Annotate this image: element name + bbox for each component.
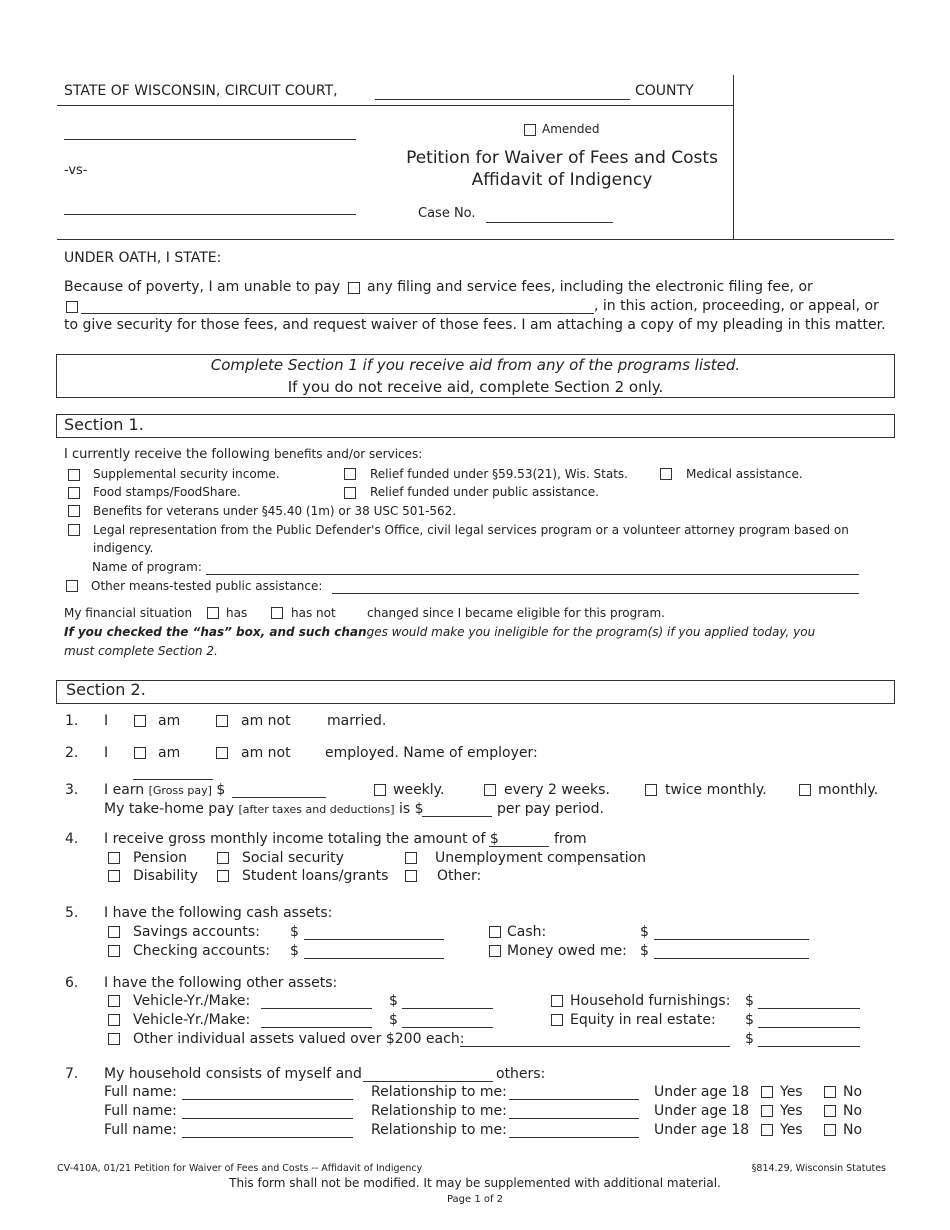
section1-intro-b: benefits and/or services:	[274, 447, 423, 461]
q5-number: 5.	[65, 905, 79, 921]
veterans-checkbox[interactable]	[68, 505, 80, 517]
has-not-checkbox[interactable]	[271, 607, 283, 619]
weekly-checkbox[interactable]	[374, 784, 386, 796]
q3-dollar: $	[216, 782, 226, 798]
cash-label: Cash:	[507, 924, 547, 940]
weekly-label: weekly.	[393, 782, 445, 798]
equity-label: Equity in real estate:	[570, 1012, 716, 1028]
financial-situation-tail: changed since I became eligible for this program.	[367, 606, 665, 620]
member2-no-checkbox[interactable]	[824, 1105, 836, 1117]
disability-label: Disability	[133, 868, 198, 884]
member3-relationship-label: Relationship to me:	[371, 1122, 507, 1138]
case-no-field[interactable]	[486, 222, 613, 223]
equity-field[interactable]	[758, 1027, 860, 1028]
gross-pay-field[interactable]	[232, 797, 326, 798]
savings-dollar: $	[290, 924, 299, 940]
savings-checkbox[interactable]	[108, 926, 120, 938]
every-2-weeks-label: every 2 weeks.	[504, 782, 610, 798]
per-pay-period-label: per pay period.	[497, 801, 604, 817]
disability-checkbox[interactable]	[108, 870, 120, 882]
q2-am-label: am	[158, 745, 181, 761]
vs-label: -vs-	[64, 163, 88, 178]
footer-page: Page 1 of 2	[446, 1194, 504, 1205]
county-field[interactable]	[375, 99, 630, 100]
member1-yes-checkbox[interactable]	[761, 1086, 773, 1098]
take-home-is: is $	[399, 801, 424, 817]
vehicle1-checkbox[interactable]	[108, 995, 120, 1007]
section1-note-line2: must complete Section 2.	[64, 644, 218, 658]
member2-under18-label: Under age 18	[654, 1103, 750, 1119]
cash-checkbox[interactable]	[489, 926, 501, 938]
q2-am-not-checkbox[interactable]	[216, 747, 228, 759]
vehicle2-dollar: $	[389, 1012, 398, 1028]
household-checkbox[interactable]	[551, 995, 563, 1007]
case-no-label: Case No.	[418, 206, 476, 221]
member2-yes-label: Yes	[780, 1103, 803, 1119]
student-loans-label: Student loans/grants	[242, 868, 389, 884]
vehicle2-make-field[interactable]	[261, 1027, 372, 1028]
member3-under18-label: Under age 18	[654, 1122, 750, 1138]
unemployment-label: Unemployment compensation	[435, 850, 647, 866]
member1-yes-label: Yes	[780, 1084, 803, 1100]
q3-gross-label: [Gross pay]	[148, 784, 212, 797]
member1-fullname-label: Full name:	[104, 1084, 177, 1100]
court-label: STATE OF WISCONSIN, CIRCUIT COURT,	[64, 83, 338, 99]
member2-name-field[interactable]	[182, 1118, 353, 1119]
household-field[interactable]	[758, 1008, 860, 1009]
after-taxes-label: [after taxes and deductions]	[238, 803, 395, 816]
relief-public-checkbox[interactable]	[344, 487, 356, 499]
member3-name-field[interactable]	[182, 1137, 353, 1138]
q2-i: I	[104, 745, 109, 761]
veterans-label: Benefits for veterans under §45.40 (1m) or 38 USC 501-562.	[93, 504, 457, 518]
petitioner-field[interactable]	[64, 139, 356, 140]
member2-relationship-field[interactable]	[509, 1118, 639, 1119]
equity-dollar: $	[745, 1012, 754, 1028]
checking-label: Checking accounts:	[133, 943, 270, 959]
q4-from: from	[554, 831, 587, 847]
footer-notice: This form shall not be modified. It may be supplemented with additional material.	[229, 1176, 721, 1190]
cash-field[interactable]	[654, 939, 809, 940]
section1-header-box	[56, 414, 895, 438]
oath-line1a: Because of poverty, I am unable to pay	[64, 279, 341, 295]
member3-relationship-field[interactable]	[509, 1137, 639, 1138]
member3-no-checkbox[interactable]	[824, 1124, 836, 1136]
q6-text: I have the following other assets:	[104, 975, 338, 991]
gross-pay-prefix-field[interactable]	[133, 779, 213, 780]
q5-text: I have the following cash assets:	[104, 905, 333, 921]
q1-am-not-label: am not	[241, 713, 291, 729]
savings-label: Savings accounts:	[133, 924, 260, 940]
other-means-field[interactable]	[332, 593, 859, 594]
q1-am-label: am	[158, 713, 181, 729]
has-not-label: has not	[291, 606, 336, 620]
q2-am-checkbox[interactable]	[134, 747, 146, 759]
ssi-checkbox[interactable]	[68, 469, 80, 481]
footer-form-id: CV-410A, 01/21 Petition for Waiver of Fees and Costs -- Affidavit of Indigency	[57, 1163, 423, 1174]
form-subtitle: Affidavit of Indigency	[471, 170, 653, 190]
section1-title: Section 1.	[64, 415, 144, 434]
member3-yes-label: Yes	[780, 1122, 803, 1138]
oath-heading: UNDER OATH, I STATE:	[64, 250, 222, 266]
take-home-label: My take-home pay	[104, 801, 235, 817]
member1-relationship-label: Relationship to me:	[371, 1084, 507, 1100]
other-means-checkbox[interactable]	[66, 580, 78, 592]
take-home-field[interactable]	[422, 816, 492, 817]
equity-checkbox[interactable]	[551, 1014, 563, 1026]
twice-monthly-label: twice monthly.	[665, 782, 767, 798]
household-dollar: $	[745, 993, 754, 1009]
other-assets-desc-field[interactable]	[460, 1046, 730, 1047]
instructions-line2: If you do not receive aid, complete Section 2 only.	[287, 378, 664, 396]
money-owed-dollar: $	[640, 943, 649, 959]
county-label: COUNTY	[635, 83, 694, 99]
section1-note-line1	[64, 625, 815, 639]
section1-note-rest: ges would make you ineligible for the program(s) if you applied today, you	[366, 625, 816, 639]
every-2-weeks-checkbox[interactable]	[484, 784, 496, 796]
social-security-checkbox[interactable]	[217, 852, 229, 864]
member3-no-label: No	[843, 1122, 863, 1138]
money-owed-label: Money owed me:	[507, 943, 627, 959]
other-assets-value-field[interactable]	[758, 1046, 860, 1047]
header-vertical-divider	[733, 75, 734, 240]
q1-am-checkbox[interactable]	[134, 715, 146, 727]
student-loans-checkbox[interactable]	[217, 870, 229, 882]
member2-relationship-label: Relationship to me:	[371, 1103, 507, 1119]
amended-label: Amended	[542, 122, 600, 136]
section2-header-box	[56, 680, 895, 704]
footer-statute: §814.29, Wisconsin Statutes	[751, 1163, 886, 1174]
other-income-label: Other:	[437, 868, 482, 884]
q3-number: 3.	[65, 782, 79, 798]
other-assets-dollar: $	[745, 1031, 754, 1047]
member2-no-label: No	[843, 1103, 863, 1119]
q2-employer-label: employed. Name of employer:	[325, 745, 538, 761]
checking-checkbox[interactable]	[108, 945, 120, 957]
header-divider	[57, 105, 734, 106]
q4-text: I receive gross monthly income totaling the amount of $	[104, 831, 499, 847]
other-fees-checkbox[interactable]	[66, 301, 78, 313]
legal-rep-label-a: Legal representation from the Public Defender's Office, civil legal services program or a volunteer attorney program based on	[93, 523, 849, 537]
member1-relationship-field[interactable]	[509, 1099, 639, 1100]
oath-line1b: any filing and service fees, including the electronic filing fee, or	[367, 279, 813, 295]
q1-number: 1.	[65, 713, 79, 729]
food-stamps-label: Food stamps/FoodShare.	[93, 485, 241, 499]
financial-situation-label: My financial situation	[64, 606, 193, 620]
member3-fullname-label: Full name:	[104, 1122, 177, 1138]
q6-number: 6.	[65, 975, 79, 991]
oath-line3: to give security for those fees, and request waiver of those fees. I am attaching a copy of my pleading in this matter.	[64, 317, 886, 333]
other-fees-field[interactable]	[81, 313, 594, 314]
legal-rep-checkbox[interactable]	[68, 524, 80, 536]
money-owed-checkbox[interactable]	[489, 945, 501, 957]
has-checkbox[interactable]	[207, 607, 219, 619]
take-home	[104, 801, 424, 817]
member2-yes-checkbox[interactable]	[761, 1105, 773, 1117]
section1-intro-a: I currently receive the following	[64, 447, 270, 462]
money-owed-field[interactable]	[654, 958, 809, 959]
vehicle1-make-field[interactable]	[261, 1008, 372, 1009]
food-stamps-checkbox[interactable]	[68, 487, 80, 499]
header-bottom-divider	[57, 239, 894, 240]
social-security-label: Social security	[242, 850, 344, 866]
vehicle1-value-field[interactable]	[402, 1008, 493, 1009]
q1-am-not-checkbox[interactable]	[216, 715, 228, 727]
relief-5953-label: Relief funded under §59.53(21), Wis. Stats.	[370, 467, 628, 481]
vehicle1-dollar: $	[389, 993, 398, 1009]
q2-number: 2.	[65, 745, 79, 761]
q7-text-b: others:	[496, 1066, 546, 1082]
member3-yes-checkbox[interactable]	[761, 1124, 773, 1136]
savings-field[interactable]	[304, 939, 444, 940]
q3-earn-label: I earn	[104, 782, 145, 798]
pension-label: Pension	[133, 850, 188, 866]
vehicle2-value-field[interactable]	[402, 1027, 493, 1028]
pension-checkbox[interactable]	[108, 852, 120, 864]
member1-under18-label: Under age 18	[654, 1084, 750, 1100]
instructions-line1: Complete Section 1 if you receive aid from any of the programs listed.	[210, 356, 741, 374]
other-assets-checkbox[interactable]	[108, 1033, 120, 1045]
program-name-label: Name of program:	[92, 560, 202, 574]
twice-monthly-checkbox[interactable]	[645, 784, 657, 796]
respondent-field[interactable]	[64, 214, 356, 215]
checking-field[interactable]	[304, 958, 444, 959]
filing-fees-checkbox[interactable]	[348, 282, 360, 294]
member2-fullname-label: Full name:	[104, 1103, 177, 1119]
form-title: Petition for Waiver of Fees and Costs	[406, 148, 718, 168]
other-income-checkbox[interactable]	[405, 870, 417, 882]
monthly-label: monthly.	[818, 782, 879, 798]
amended-checkbox[interactable]	[524, 124, 536, 136]
cash-dollar: $	[640, 924, 649, 940]
section1-intro	[64, 447, 422, 462]
household-label: Household furnishings:	[570, 993, 731, 1009]
q7-text-a: My household consists of myself and	[104, 1066, 362, 1082]
vehicle2-label: Vehicle-Yr./Make:	[133, 1012, 251, 1028]
member1-no-label: No	[843, 1084, 863, 1100]
relief-public-label: Relief funded under public assistance.	[370, 485, 599, 499]
section1-note-bold: If you checked the “has” box, and such chan	[64, 625, 367, 639]
q7-number: 7.	[65, 1066, 79, 1082]
household-others-field[interactable]	[363, 1081, 493, 1082]
q1-i: I	[104, 713, 109, 729]
member1-name-field[interactable]	[182, 1099, 353, 1100]
other-means-label: Other means-tested public assistance:	[91, 579, 323, 593]
checking-dollar: $	[290, 943, 299, 959]
section2-title: Section 2.	[66, 680, 146, 699]
oath-line2: , in this action, proceeding, or appeal, or	[594, 298, 879, 314]
monthly-checkbox[interactable]	[799, 784, 811, 796]
vehicle2-checkbox[interactable]	[108, 1014, 120, 1026]
q2-am-not-label: am not	[241, 745, 291, 761]
has-label: has	[226, 606, 248, 620]
medical-checkbox[interactable]	[660, 468, 672, 480]
other-assets-label: Other individual assets valued over $200 each:	[133, 1031, 465, 1047]
ssi-label: Supplemental security income.	[93, 467, 280, 481]
q4-number: 4.	[65, 831, 79, 847]
q1-married-label: married.	[327, 713, 387, 729]
legal-rep-label-b: indigency.	[93, 541, 154, 555]
unemployment-checkbox[interactable]	[405, 852, 417, 864]
monthly-income-field[interactable]	[489, 846, 549, 847]
relief-5953-checkbox[interactable]	[344, 468, 356, 480]
medical-label: Medical assistance.	[686, 467, 803, 481]
vehicle1-label: Vehicle-Yr./Make:	[133, 993, 251, 1009]
member1-no-checkbox[interactable]	[824, 1086, 836, 1098]
program-name-field[interactable]	[206, 574, 859, 575]
q3-earn	[104, 782, 225, 798]
